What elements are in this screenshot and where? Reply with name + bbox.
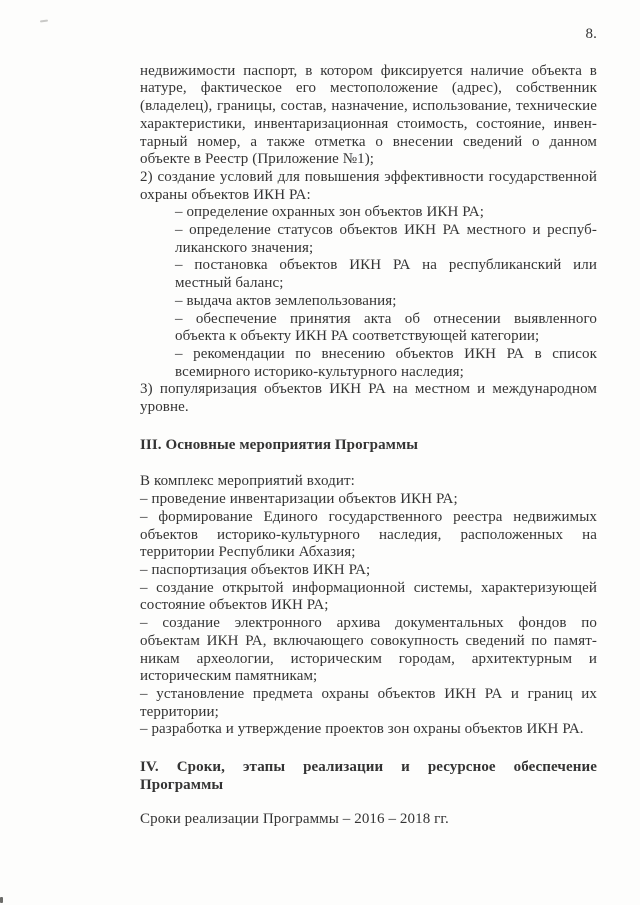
text-line: территории Республики Абхазия; <box>140 544 356 561</box>
text-line: объекта к объекту ИКН РА соответствующей категории; <box>175 328 540 345</box>
list-item <box>140 721 597 739</box>
text-line: никам археологии, историческим городам, архитектурным и <box>140 650 597 667</box>
text-line: – паспортизация объектов ИКН РА; <box>140 561 371 578</box>
text-line: – определение охранных зон объектов ИКН РА; <box>175 204 485 221</box>
list-item <box>140 562 597 580</box>
list-item <box>175 293 597 311</box>
text-line: охраны объектов ИКН РА: <box>140 186 311 203</box>
document-body <box>140 26 597 829</box>
text-line: Программы <box>140 776 224 793</box>
text-line: ликанского значения; <box>175 239 314 256</box>
page-number: 8. <box>585 26 597 42</box>
text-line: – создание электронного архива документальных фондов по <box>140 615 597 632</box>
text-line: III. Основные мероприятия Программы <box>140 436 419 453</box>
text-line: – установление предмета охраны объектов ИКН РА и границ их <box>140 685 597 702</box>
text-line: местный баланс; <box>175 275 284 292</box>
section-iv-heading <box>140 759 597 794</box>
text-line: тарный номер, а также отметка о внесении сведений о данном <box>140 133 597 150</box>
text-line: – определение статусов объектов ИКН РА местного и респуб- <box>175 222 597 239</box>
text-line: – рекомендации по внесению объектов ИКН РА в список <box>175 345 597 362</box>
list-item <box>175 257 597 292</box>
text-line: В комплекс мероприятий входит: <box>140 473 355 490</box>
paragraph-item-3 <box>140 381 597 416</box>
text-line: состояние объектов ИКН РА; <box>140 597 329 614</box>
text-line: 2) создание условий для повышения эффективности государственной <box>140 168 597 185</box>
section-iii-heading <box>140 437 597 455</box>
text-line: объектов историко-культурного наследия, расположенных на <box>140 526 597 543</box>
text-line: – формирование Единого государственного реестра недвижимых <box>140 508 597 525</box>
list-item <box>140 509 597 562</box>
text-line: всемирного историко-культурного наследия; <box>175 363 464 380</box>
text-line: IV. Сроки, этапы реализации и ресурсное обеспечение <box>140 759 597 776</box>
text-line: (владелец), границы, состав, назначение, использование, технические <box>140 98 597 115</box>
section-iii-measures-list <box>140 491 597 739</box>
text-line: объектам ИКН РА, включающего совокупность сведений по памят- <box>140 632 597 649</box>
text-line: – постановка объектов ИКН РА на республиканский или <box>175 257 597 274</box>
list-item <box>175 204 597 222</box>
text-line: территории; <box>140 703 219 720</box>
text-line: – выдача актов землепользования; <box>175 292 397 309</box>
text-line: уровне. <box>140 399 189 416</box>
item-2-bullet-list <box>175 204 597 381</box>
text-line: натуре, фактическое его местоположение (адрес), собственник <box>140 80 597 97</box>
list-item <box>140 615 597 686</box>
list-item <box>140 686 597 721</box>
text-line: недвижимости паспорт, в котором фиксируется наличие объекта в <box>140 62 597 79</box>
list-item <box>175 222 597 257</box>
paragraph-passport-description <box>140 63 597 169</box>
text-line: – обеспечение принятия акта об отнесении выявленного <box>175 310 597 327</box>
scan-artifact-bottom-left <box>0 897 3 903</box>
text-line: Сроки реализации Программы – 2016 – 2018 гг. <box>140 811 449 828</box>
list-item <box>140 491 597 509</box>
text-line: историческим памятникам; <box>140 668 318 685</box>
text-line: объекте в Реестр (Приложение №1); <box>140 151 375 168</box>
text-line: 3) популяризация объектов ИКН РА на местном и международном <box>140 381 597 398</box>
text-line: – проведение инвентаризации объектов ИКН РА; <box>140 491 458 508</box>
paragraph-item-2 <box>140 169 597 204</box>
list-item <box>140 580 597 615</box>
text-line: – разработка и утверждение проектов зон охраны объектов ИКН РА. <box>140 721 584 738</box>
text-line: характеристики, инвентаризационная стоимость, состояние, инвен- <box>140 115 597 132</box>
scan-artifact-top-left <box>40 19 48 22</box>
section-iii-lead <box>140 473 597 491</box>
paragraph-program-timeline <box>140 811 597 829</box>
list-item <box>175 346 597 381</box>
text-line: – создание открытой информационной системы, характеризующей <box>140 579 597 596</box>
list-item <box>175 311 597 346</box>
